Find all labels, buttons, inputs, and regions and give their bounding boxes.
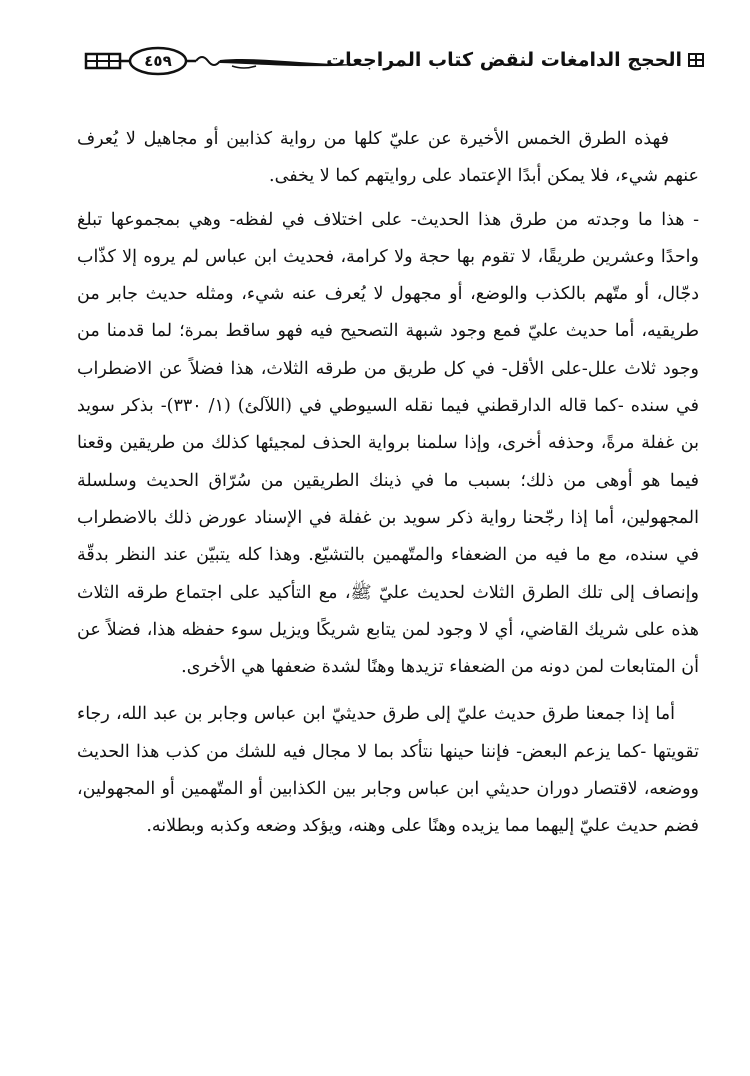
header-ornament-right-icon	[688, 53, 704, 67]
page-body	[77, 121, 699, 846]
header-ornament-icon	[72, 44, 372, 80]
book-title: الحجج الدامغات لنقض كتاب المراجعات	[326, 49, 682, 71]
paragraph-1: فهذه الطرق الخمس الأخيرة عن عليّ كلها من رواية كذابين أو مجاهيل لا يُعرف عنهم شيء، فلا يمكن أبدًا الإعتماد على روايتهم كما لا يخفى.	[77, 129, 699, 187]
paragraph-2: - هذا ما وجدته من طرق هذا الحديث- على اختلاف في لفظه- وهي بمجموعها تبلغ واحدًا وعشرين طريقًا، لا تقوم بها حجة ولا كرامة، فحديث ابن عباس لم يروه إلا كذّاب دجّال، أو متّهم بالكذب والوضع، أو مجهول لا يُعرف عنه شيء، ومثله حديث جابر من طريقيه، أما حديث عليّ فمع وجود شبهة التصحيح فيه فهو ساقط بمرة؛ لما قدمنا من وجود ثلاث علل-على الأقل- في كل طريق من طرقه الثلاث، هذا فضلاً عن الاضطراب في سنده -كما قاله الدارقطني فيما نقله السيوطي في (اللآلئ) (١/ ٣٣٠)- بذكر سويد بن غفلة مرةً، وحذفه أخرى، وإذا سلمنا برواية الحذف لمجيئها كذلك من طريقين وقعنا فيما هو أوهى من ذلك؛ بسبب ما في ذينك الطريقين من سُرّاق الحديث وسلسلة المجهولين، أما إذا رجّحنا رواية ذكر سويد بن غفلة في الإسناد عورض ذلك بالاضطراب في سنده، مع ما فيه من الضعفاء والمتّهمين بالتشيّع. وهذا كله يتبيّن عند النظر بدقّة وإنصاف إلى تلك الطرق الثلاث لحديث عليّ ﷺ، مع التأكيد على اجتماع طرقه الثلاث هذه على شريك القاضي، أي لا وجود لمن يتابع شريكًا ويزيل سوء حفظه هذا، فضلاً عن أن المتابعات لمن دونه من الضعفاء تزيدها وهنًا لشدة ضعفها هي الأخرى.	[77, 209, 699, 678]
paragraph-3: أما إذا جمعنا طرق حديث عليّ إلى طرق حديثيّ ابن عباس وجابر بن عبد الله، رجاء تقويتها -كما يزعم البعض- فإننا حينها نتأكد بما لا مجال فيه للشك من كذب هذا الحديث ووضعه، لاقتصار دوران حديثي ابن عباس وجابر بين الكذابين أو المتّهمين أو المجهولين، فضم حديث عليّ إليهما مما يزيده وهنًا على وهنه، ويؤكد وضعه وكذبه وبطلانه.	[77, 704, 699, 837]
running-header	[72, 44, 704, 82]
page-number: ٤٥٩	[144, 52, 172, 70]
